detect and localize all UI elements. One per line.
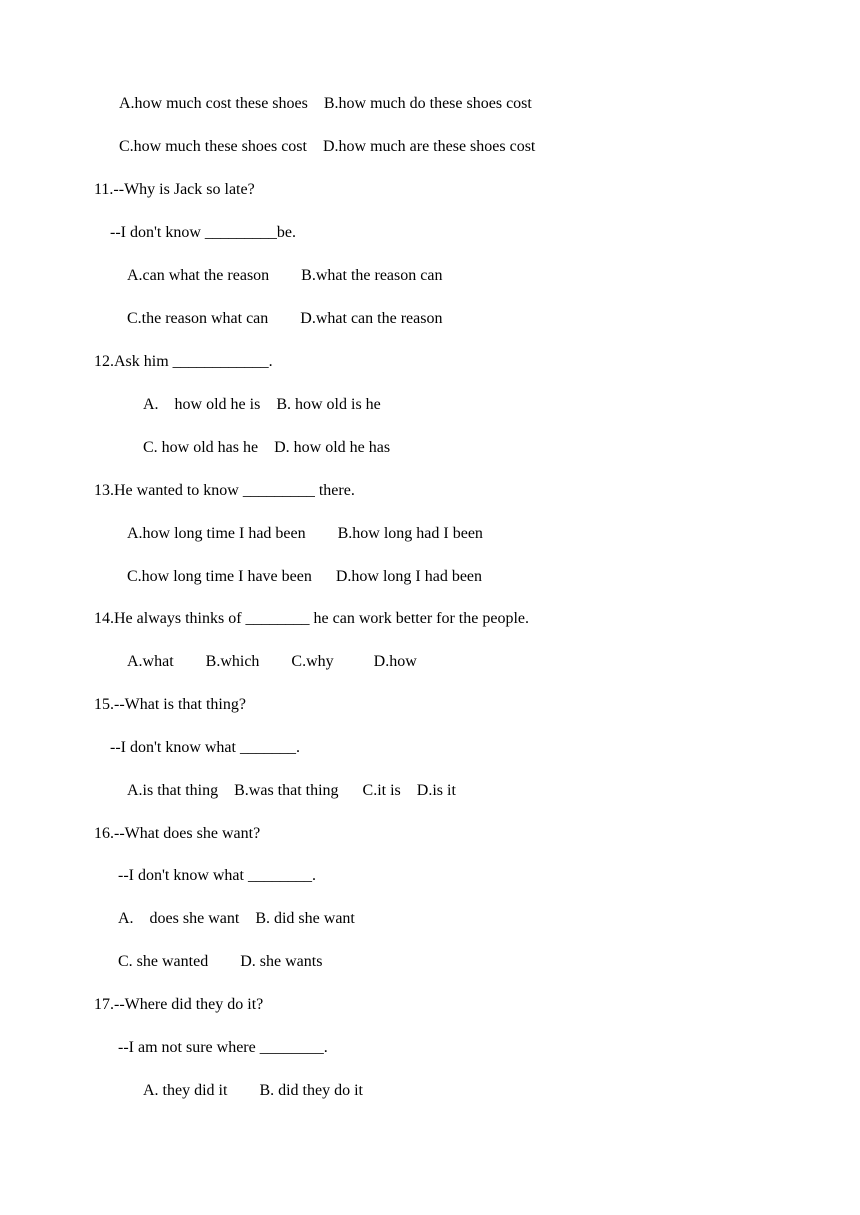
q13-options-ab: A.how long time I had been B.how long had I been [127, 525, 483, 542]
q10-options-ab: A.how much cost these shoes B.how much do these shoes cost [119, 95, 532, 112]
q16-options-ab: A. does she want B. did she want [118, 910, 355, 927]
question-16: 16.--What does she want? [94, 825, 261, 842]
q13-options-cd: C.how long time I have been D.how long I had been [127, 568, 483, 585]
question-12: 12.Ask him ____________. [94, 353, 273, 370]
q12-options-ab: A. how old he is B. how old is he [143, 396, 381, 413]
question-15: 15.--What is that thing? [94, 696, 246, 713]
q15-response: --I don't know what _______. [110, 739, 300, 756]
question-14: 14.He always thinks of ________ he can work better for the people. [94, 610, 529, 627]
q17-response: --I am not sure where ________. [118, 1039, 328, 1056]
q11-options-cd: C.the reason what can D.what can the reason [127, 310, 443, 327]
question-11: 11.--Why is Jack so late? [94, 181, 255, 198]
question-13: 13.He wanted to know _________ there. [94, 482, 355, 499]
q11-options-ab: A.can what the reason B.what the reason can [127, 267, 443, 284]
q10-options-cd: C.how much these shoes cost D.how much are these shoes cost [119, 138, 536, 155]
q16-options-cd: C. she wanted D. she wants [118, 953, 323, 970]
q17-options-ab: A. they did it B. did they do it [143, 1082, 363, 1099]
question-17: 17.--Where did they do it? [94, 996, 264, 1013]
q12-options-cd: C. how old has he D. how old he has [143, 439, 391, 456]
q16-response: --I don't know what ________. [118, 867, 316, 884]
q11-response: --I don't know _________be. [110, 224, 296, 241]
q14-options: A.what B.which C.why D.how [127, 653, 417, 670]
q15-options: A.is that thing B.was that thing C.it is D.is it [127, 782, 456, 799]
